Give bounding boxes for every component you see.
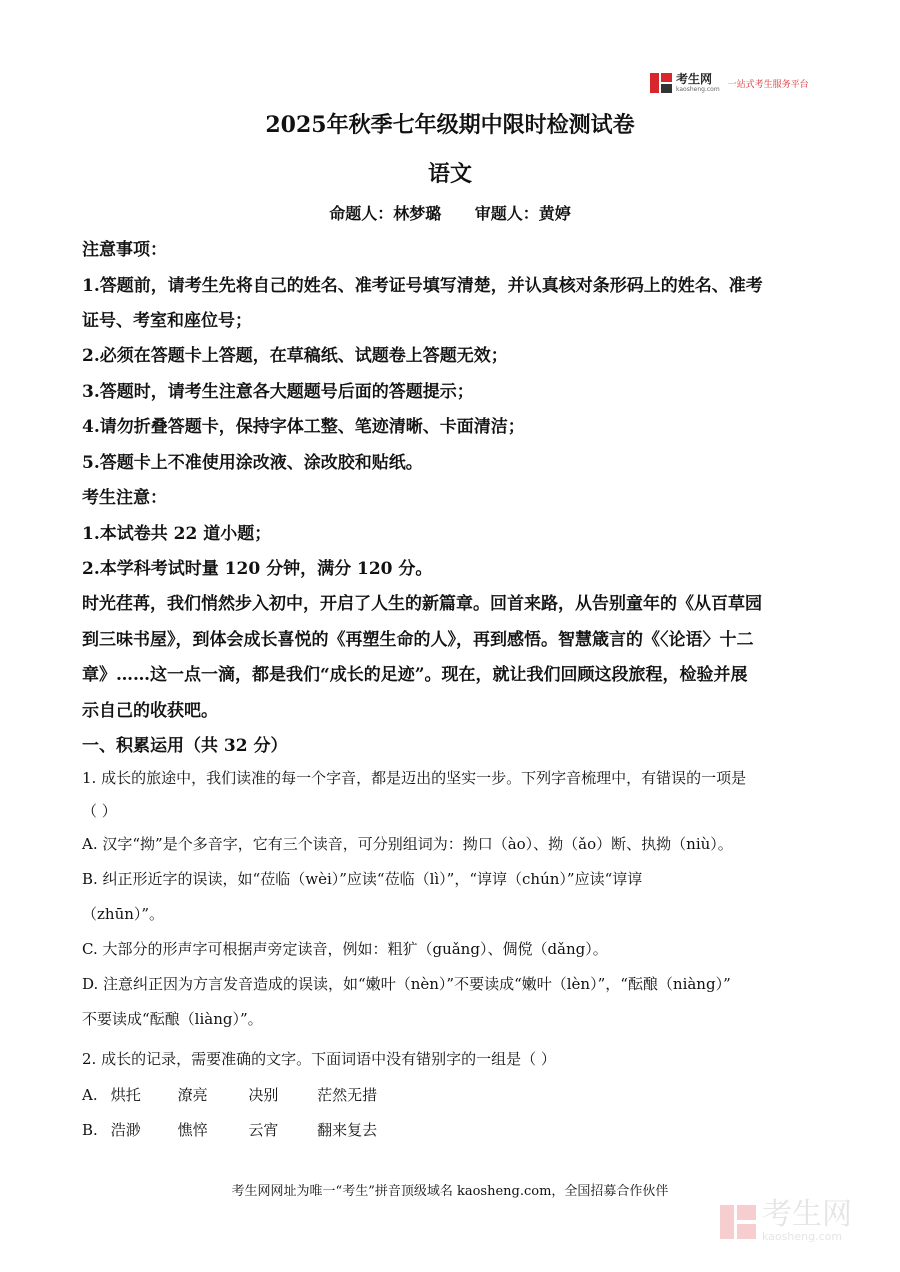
section-1-heading: 一、积累运用（共 32 分） [82, 736, 288, 756]
header-logo [650, 71, 809, 95]
intro-line-1: 时光荏苒，我们悄然步入初中，开启了人生的新篇章。回首来路，从告别童年的《从百草园 [82, 594, 762, 614]
authors-line: 命题人：林梦璐 审题人：黄婷 [329, 204, 571, 223]
q1-stem-line-1: 1. 成长的旅途中，我们读准的每一个字音，都是迈出的坚实一步。下列字音梳理中，有错误的一项是 [82, 769, 747, 787]
q1-option-c: C. 大部分的形声字可根据声旁定读音，例如：粗犷（guǎng）、倜傥（dǎng）。 [82, 940, 608, 958]
q1-option-b-line-1: B. 纠正形近字的误读，如“莅临（wèi）”应读“莅临（lì）”，“谆谆（chún）”应读“谆谆 [82, 870, 643, 888]
notice-item-5: 5.答题卡上不准使用涂改液、涂改胶和贴纸。 [82, 453, 423, 473]
q2-stem: 2. 成长的记录，需要准确的文字。下面词语中没有错别字的一组是（ ） [82, 1050, 556, 1068]
q1-option-d-line-1: D. 注意纠正因为方言发音造成的误读，如“嫩叶（nèn）”不要读成“嫩叶（lèn）”，“酝酿（niàng）” [82, 975, 731, 993]
q1-option-d-line-2: 不要读成“酝酿（liàng）”。 [82, 1010, 263, 1028]
q2-option-b-word: 憔悴 [177, 1121, 208, 1139]
candidate-notice-item-2: 2.本学科考试时量 120 分钟，满分 120 分。 [82, 559, 433, 579]
q2-option-a-label: A. [82, 1086, 98, 1104]
q2-option-a-word: 决别 [248, 1086, 279, 1104]
q1-stem-line-2: （ ） [82, 802, 117, 820]
q2-option-a-word: 烘托 [110, 1086, 141, 1104]
q2-option-b-label: B. [82, 1121, 98, 1139]
notice-heading: 注意事项： [82, 240, 167, 260]
q2-option-a-word: 茫然无措 [317, 1086, 378, 1104]
logo-name: 考生网 [676, 72, 713, 86]
q2-option-b-word: 云宵 [248, 1121, 279, 1139]
watermark-domain: kaosheng.com [762, 1230, 843, 1243]
kaosheng-logo-icon [650, 73, 672, 93]
intro-line-2: 到三味书屋》，到体会成长喜悦的《再塑生命的人》，再到感悟。智慧箴言的《〈论语〉十二 [82, 630, 754, 650]
notice-item-1-line-2: 证号、考室和座位号； [82, 311, 252, 331]
footer-note: 考生网网址为唯一“考生”拼音顶级域名 kaosheng.com，全国招募合作伙伴 [231, 1184, 669, 1199]
watermark [720, 1197, 852, 1243]
notice-item-2: 2.必须在答题卡上答题，在草稿纸、试题卷上答题无效； [82, 346, 508, 366]
kaosheng-watermark-icon [720, 1205, 756, 1239]
candidate-notice-heading: 考生注意： [82, 488, 167, 508]
notice-item-1-line-1: 1.答题前，请考生先将自己的姓名、准考证号填写清楚，并认真核对条形码上的姓名、准考 [82, 276, 763, 296]
q2-option-a [82, 1084, 377, 1105]
q2-option-b [82, 1119, 377, 1140]
notice-item-3: 3.答题时，请考生注意各大题题号后面的答题提示； [82, 382, 474, 402]
candidate-notice-item-1: 1.本试卷共 22 道小题； [82, 524, 272, 544]
notice-item-4: 4.请勿折叠答题卡，保持字体工整、笔迹清晰、卡面清洁； [82, 417, 525, 437]
exam-title: 2025年秋季七年级期中限时检测试卷 [265, 112, 635, 138]
subject-title: 语文 [427, 161, 472, 187]
intro-line-4: 示自己的收获吧。 [82, 701, 218, 721]
q2-option-b-word: 浩渺 [110, 1121, 141, 1139]
logo-domain: kaosheng.com [676, 86, 720, 93]
logo-slogan: 一站式考生服务平台 [727, 79, 809, 90]
q1-option-b-line-2: （zhūn）”。 [82, 905, 165, 923]
intro-line-3: 章》……这一点一滴，都是我们“成长的足迹”。现在，就让我们回顾这段旅程，检验并展 [82, 665, 748, 685]
q2-option-a-word: 潦亮 [177, 1086, 208, 1104]
q2-option-b-word: 翻来复去 [317, 1121, 378, 1139]
q1-option-a: A. 汉字“拗”是个多音字，它有三个读音，可分别组词为：拗口（ào）、拗（ǎo）断、执拗（niù）。 [82, 835, 733, 853]
watermark-name: 考生网 [762, 1197, 852, 1232]
